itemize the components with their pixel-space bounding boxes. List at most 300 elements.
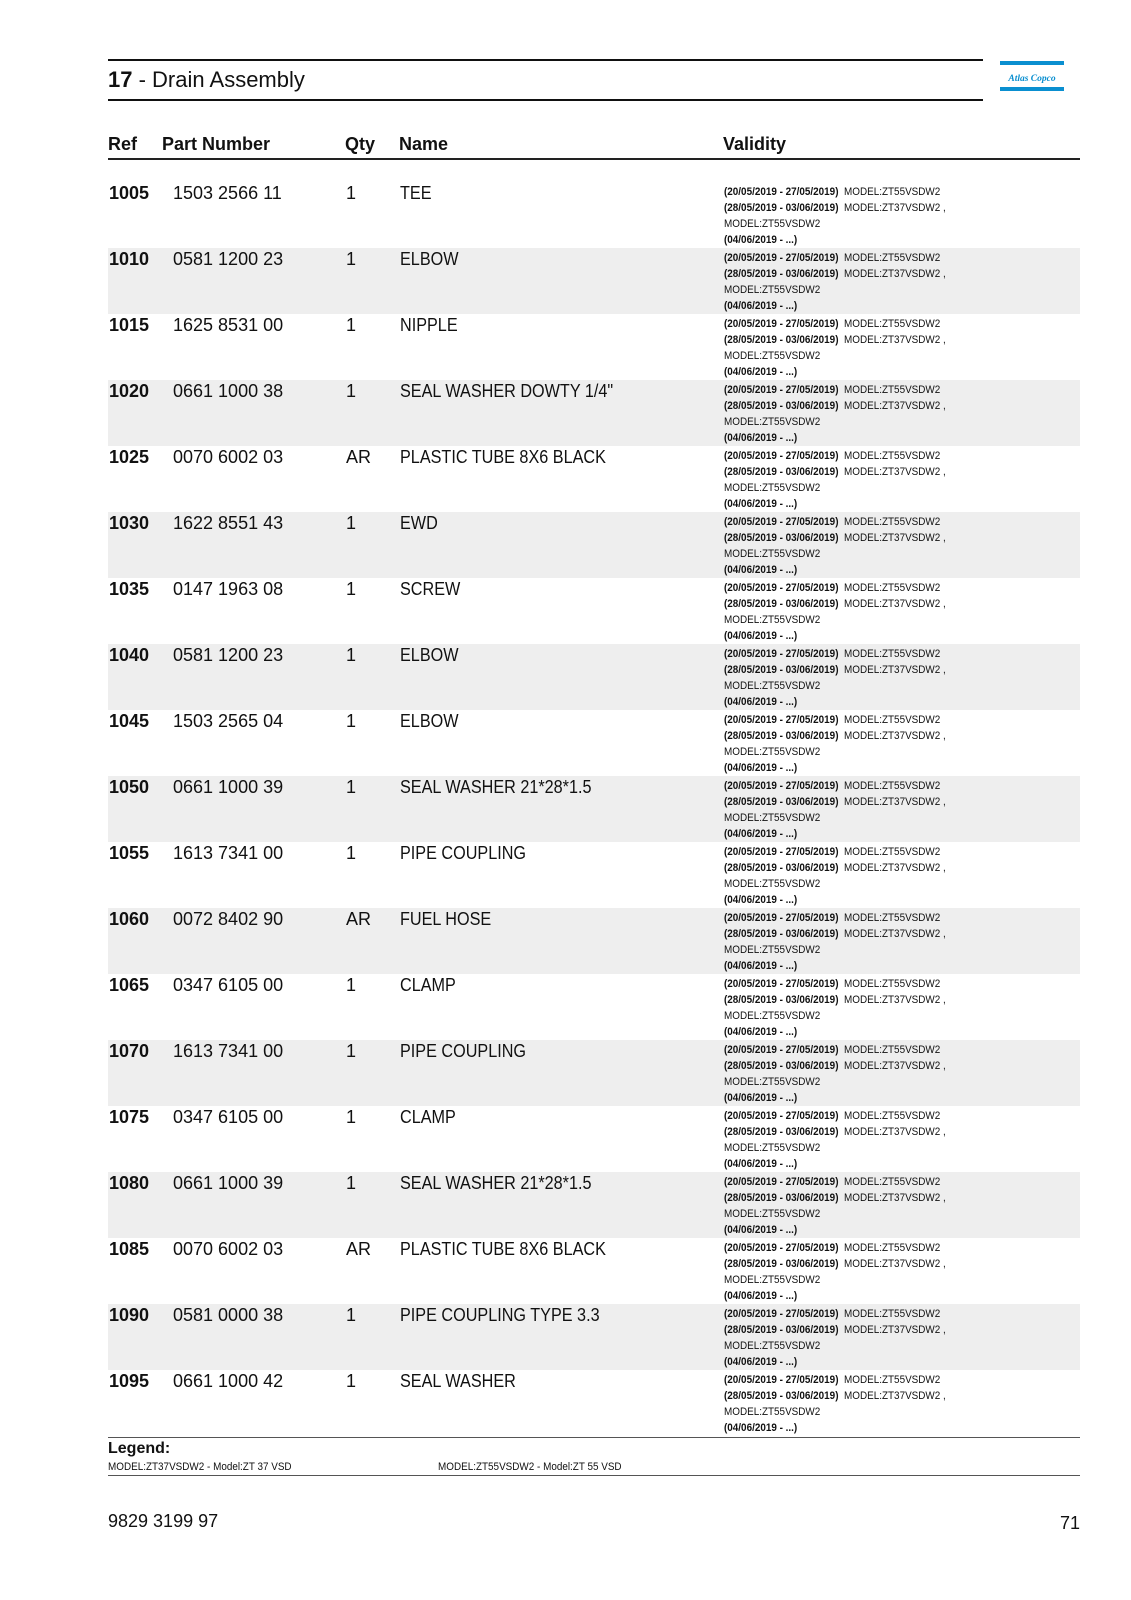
table-row bbox=[108, 380, 1080, 446]
validity-line bbox=[724, 430, 946, 446]
validity-cell bbox=[724, 778, 946, 842]
validity-date: (20/05/2019 - 27/05/2019) bbox=[724, 582, 839, 594]
ref-cell: 1080 bbox=[109, 1173, 150, 1193]
validity-line bbox=[724, 778, 946, 794]
name-cell: PLASTIC TUBE 8X6 BLACK bbox=[400, 447, 606, 467]
validity-model: MODEL:ZT55VSDW2 bbox=[724, 812, 821, 824]
validity-line bbox=[724, 316, 946, 332]
validity-date: (20/05/2019 - 27/05/2019) bbox=[724, 912, 839, 924]
validity-line bbox=[724, 200, 946, 216]
validity-date: (04/06/2019 - ...) bbox=[724, 1158, 798, 1170]
ref-cell: 1065 bbox=[109, 975, 150, 995]
validity-date: (28/05/2019 - 03/06/2019) bbox=[724, 466, 839, 478]
validity-line bbox=[724, 480, 946, 496]
part-number-cell: 0147 1963 08 bbox=[173, 579, 284, 599]
validity-model: MODEL:ZT37VSDW2 , bbox=[844, 1192, 946, 1204]
validity-cell bbox=[724, 976, 946, 1040]
qty-cell: 1 bbox=[346, 843, 357, 863]
validity-line bbox=[724, 1206, 946, 1222]
validity-date: (28/05/2019 - 03/06/2019) bbox=[724, 862, 839, 874]
validity-date: (28/05/2019 - 03/06/2019) bbox=[724, 1060, 839, 1072]
validity-line bbox=[724, 1140, 946, 1156]
validity-model: MODEL:ZT37VSDW2 , bbox=[844, 796, 946, 808]
validity-model: MODEL:ZT37VSDW2 , bbox=[844, 202, 946, 214]
validity-line bbox=[724, 348, 946, 364]
validity-model: MODEL:ZT55VSDW2 bbox=[724, 416, 821, 428]
name-cell: TEE bbox=[400, 183, 432, 203]
col-validity: Validity bbox=[723, 134, 787, 154]
validity-line bbox=[724, 1420, 946, 1436]
validity-line bbox=[724, 1074, 946, 1090]
legend-title: Legend: bbox=[108, 1440, 171, 1457]
validity-line bbox=[724, 860, 946, 876]
validity-model: MODEL:ZT55VSDW2 bbox=[844, 516, 941, 528]
ref-cell: 1015 bbox=[109, 315, 150, 335]
name-cell: PIPE COUPLING bbox=[400, 1041, 527, 1061]
validity-model: MODEL:ZT55VSDW2 bbox=[724, 614, 821, 626]
validity-line bbox=[724, 1288, 946, 1304]
qty-cell: 1 bbox=[346, 975, 357, 995]
validity-date: (28/05/2019 - 03/06/2019) bbox=[724, 1126, 839, 1138]
validity-model: MODEL:ZT55VSDW2 bbox=[724, 482, 821, 494]
validity-model: MODEL:ZT37VSDW2 , bbox=[844, 466, 946, 478]
validity-date: (04/06/2019 - ...) bbox=[724, 630, 798, 642]
name-cell: FUEL HOSE bbox=[400, 909, 492, 929]
validity-model: MODEL:ZT55VSDW2 bbox=[724, 1340, 821, 1352]
validity-line bbox=[724, 464, 946, 480]
validity-line bbox=[724, 1372, 946, 1388]
validity-line bbox=[724, 646, 946, 662]
validity-cell bbox=[724, 316, 946, 380]
validity-line bbox=[724, 580, 946, 596]
validity-model: MODEL:ZT37VSDW2 , bbox=[844, 664, 946, 676]
qty-cell: 1 bbox=[346, 579, 357, 599]
parts-table bbox=[108, 182, 1080, 1436]
col-name: Name bbox=[399, 134, 449, 154]
ref-cell: 1095 bbox=[109, 1371, 150, 1391]
logo-text: Atlas Copco bbox=[1008, 74, 1056, 84]
validity-model: MODEL:ZT55VSDW2 bbox=[844, 978, 941, 990]
part-number-cell: 1503 2565 04 bbox=[173, 711, 284, 731]
validity-date: (04/06/2019 - ...) bbox=[724, 960, 798, 972]
validity-cell bbox=[724, 184, 946, 248]
validity-date: (04/06/2019 - ...) bbox=[724, 564, 798, 576]
table-row bbox=[108, 644, 1080, 710]
validity-date: (20/05/2019 - 27/05/2019) bbox=[724, 978, 839, 990]
part-number-cell: 0072 8402 90 bbox=[173, 909, 284, 929]
ref-cell: 1070 bbox=[109, 1041, 150, 1061]
validity-model: MODEL:ZT55VSDW2 bbox=[844, 1176, 941, 1188]
validity-line bbox=[724, 992, 946, 1008]
validity-line bbox=[724, 216, 946, 232]
ref-cell: 1025 bbox=[109, 447, 150, 467]
table-row bbox=[108, 908, 1080, 974]
validity-line bbox=[724, 1222, 946, 1238]
validity-date: (20/05/2019 - 27/05/2019) bbox=[724, 252, 839, 264]
validity-model: MODEL:ZT37VSDW2 , bbox=[844, 1258, 946, 1270]
table-row bbox=[108, 248, 1080, 314]
validity-date: (20/05/2019 - 27/05/2019) bbox=[724, 1044, 839, 1056]
table-row bbox=[108, 1106, 1080, 1172]
validity-date: (28/05/2019 - 03/06/2019) bbox=[724, 730, 839, 742]
validity-line bbox=[724, 364, 946, 380]
section-separator: - bbox=[132, 67, 153, 92]
validity-model: MODEL:ZT55VSDW2 bbox=[844, 186, 941, 198]
validity-date: (20/05/2019 - 27/05/2019) bbox=[724, 318, 839, 330]
table-row bbox=[108, 578, 1080, 644]
validity-date: (28/05/2019 - 03/06/2019) bbox=[724, 598, 839, 610]
validity-date: (20/05/2019 - 27/05/2019) bbox=[724, 384, 839, 396]
validity-model: MODEL:ZT55VSDW2 bbox=[844, 1044, 941, 1056]
validity-cell bbox=[724, 1240, 946, 1304]
table-row bbox=[108, 974, 1080, 1040]
table-row bbox=[108, 1304, 1080, 1370]
validity-line bbox=[724, 744, 946, 760]
table-row bbox=[108, 1040, 1080, 1106]
validity-date: (20/05/2019 - 27/05/2019) bbox=[724, 846, 839, 858]
header-bottom-rule bbox=[108, 99, 983, 101]
validity-date: (28/05/2019 - 03/06/2019) bbox=[724, 202, 839, 214]
section-title-text: Drain Assembly bbox=[152, 67, 305, 92]
validity-model: MODEL:ZT37VSDW2 , bbox=[844, 334, 946, 346]
part-number-cell: 1613 7341 00 bbox=[173, 1041, 284, 1061]
part-number-cell: 0661 1000 38 bbox=[173, 381, 284, 401]
validity-date: (04/06/2019 - ...) bbox=[724, 234, 798, 246]
validity-model: MODEL:ZT55VSDW2 bbox=[724, 1208, 821, 1220]
name-cell: ELBOW bbox=[400, 645, 459, 665]
validity-model: MODEL:ZT55VSDW2 bbox=[844, 252, 941, 264]
table-header bbox=[108, 132, 1080, 160]
part-number-cell: 1625 8531 00 bbox=[173, 315, 284, 335]
name-cell: ELBOW bbox=[400, 711, 459, 731]
validity-date: (28/05/2019 - 03/06/2019) bbox=[724, 1390, 839, 1402]
validity-date: (04/06/2019 - ...) bbox=[724, 762, 798, 774]
part-number-cell: 0581 1200 23 bbox=[173, 645, 284, 665]
validity-model: MODEL:ZT37VSDW2 , bbox=[844, 862, 946, 874]
validity-line bbox=[724, 694, 946, 710]
validity-model: MODEL:ZT55VSDW2 bbox=[724, 1406, 821, 1418]
validity-line bbox=[724, 712, 946, 728]
validity-model: MODEL:ZT37VSDW2 , bbox=[844, 730, 946, 742]
name-cell: NIPPLE bbox=[400, 315, 458, 335]
validity-line bbox=[724, 826, 946, 842]
validity-line bbox=[724, 1042, 946, 1058]
qty-cell: AR bbox=[346, 447, 372, 467]
part-number-cell: 0661 1000 39 bbox=[173, 1173, 284, 1193]
validity-line bbox=[724, 1338, 946, 1354]
validity-date: (20/05/2019 - 27/05/2019) bbox=[724, 450, 839, 462]
ref-cell: 1030 bbox=[109, 513, 150, 533]
table-row bbox=[108, 710, 1080, 776]
validity-line bbox=[724, 1354, 946, 1370]
validity-model: MODEL:ZT55VSDW2 bbox=[844, 648, 941, 660]
validity-model: MODEL:ZT55VSDW2 bbox=[844, 1374, 941, 1386]
qty-cell: 1 bbox=[346, 645, 357, 665]
ref-cell: 1020 bbox=[109, 381, 150, 401]
validity-line bbox=[724, 892, 946, 908]
qty-cell: 1 bbox=[346, 381, 357, 401]
validity-date: (04/06/2019 - ...) bbox=[724, 894, 798, 906]
col-part-number: Part Number bbox=[162, 134, 271, 154]
validity-model: MODEL:ZT55VSDW2 bbox=[844, 780, 941, 792]
validity-line bbox=[724, 332, 946, 348]
validity-line bbox=[724, 1322, 946, 1338]
validity-model: MODEL:ZT55VSDW2 bbox=[724, 1076, 821, 1088]
validity-model: MODEL:ZT55VSDW2 bbox=[844, 846, 941, 858]
validity-line bbox=[724, 910, 946, 926]
validity-model: MODEL:ZT55VSDW2 bbox=[724, 1142, 821, 1154]
validity-date: (28/05/2019 - 03/06/2019) bbox=[724, 928, 839, 940]
name-cell: SEAL WASHER bbox=[400, 1371, 516, 1391]
ref-cell: 1060 bbox=[109, 909, 150, 929]
page-number: 71 bbox=[1059, 1513, 1080, 1533]
ref-cell: 1035 bbox=[109, 579, 150, 599]
page-title bbox=[108, 65, 305, 95]
validity-cell bbox=[724, 646, 946, 710]
validity-cell bbox=[724, 1108, 946, 1172]
validity-line bbox=[724, 942, 946, 958]
qty-cell: 1 bbox=[346, 183, 357, 203]
section-number: 17 bbox=[108, 67, 133, 92]
col-ref: Ref bbox=[108, 134, 138, 154]
qty-cell: AR bbox=[346, 909, 372, 929]
validity-line bbox=[724, 794, 946, 810]
qty-cell: 1 bbox=[346, 1305, 357, 1325]
validity-model: MODEL:ZT55VSDW2 bbox=[724, 1010, 821, 1022]
validity-model: MODEL:ZT55VSDW2 bbox=[724, 878, 821, 890]
validity-date: (28/05/2019 - 03/06/2019) bbox=[724, 532, 839, 544]
validity-date: (20/05/2019 - 27/05/2019) bbox=[724, 714, 839, 726]
validity-line bbox=[724, 1404, 946, 1420]
validity-cell bbox=[724, 1042, 946, 1106]
name-cell: CLAMP bbox=[400, 975, 456, 995]
qty-cell: 1 bbox=[346, 1173, 357, 1193]
validity-line bbox=[724, 562, 946, 578]
validity-line bbox=[724, 628, 946, 644]
validity-model: MODEL:ZT55VSDW2 bbox=[724, 680, 821, 692]
qty-cell: 1 bbox=[346, 1107, 357, 1127]
validity-model: MODEL:ZT37VSDW2 , bbox=[844, 1060, 946, 1072]
name-cell: PLASTIC TUBE 8X6 BLACK bbox=[400, 1239, 606, 1259]
validity-line bbox=[724, 926, 946, 942]
validity-date: (20/05/2019 - 27/05/2019) bbox=[724, 1374, 839, 1386]
name-cell: ELBOW bbox=[400, 249, 459, 269]
part-number-cell: 0661 1000 39 bbox=[173, 777, 284, 797]
validity-model: MODEL:ZT55VSDW2 bbox=[844, 1308, 941, 1320]
validity-date: (20/05/2019 - 27/05/2019) bbox=[724, 1176, 839, 1188]
validity-cell bbox=[724, 712, 946, 776]
validity-line bbox=[724, 810, 946, 826]
validity-cell bbox=[724, 382, 946, 446]
col-qty: Qty bbox=[345, 134, 376, 154]
validity-date: (04/06/2019 - ...) bbox=[724, 1092, 798, 1104]
validity-line bbox=[724, 1024, 946, 1040]
validity-line bbox=[724, 1124, 946, 1140]
validity-date: (04/06/2019 - ...) bbox=[724, 1026, 798, 1038]
name-cell: SCREW bbox=[400, 579, 461, 599]
part-number-cell: 1613 7341 00 bbox=[173, 843, 284, 863]
validity-line bbox=[724, 612, 946, 628]
part-number-cell: 0070 6002 03 bbox=[173, 447, 284, 467]
validity-line bbox=[724, 250, 946, 266]
validity-line bbox=[724, 398, 946, 414]
validity-date: (28/05/2019 - 03/06/2019) bbox=[724, 664, 839, 676]
validity-line bbox=[724, 760, 946, 776]
validity-line bbox=[724, 1108, 946, 1124]
validity-line bbox=[724, 266, 946, 282]
validity-date: (28/05/2019 - 03/06/2019) bbox=[724, 400, 839, 412]
validity-model: MODEL:ZT37VSDW2 , bbox=[844, 268, 946, 280]
validity-line bbox=[724, 530, 946, 546]
validity-line bbox=[724, 876, 946, 892]
qty-cell: 1 bbox=[346, 1371, 357, 1391]
table-row bbox=[108, 842, 1080, 908]
ref-cell: 1050 bbox=[109, 777, 150, 797]
validity-line bbox=[724, 1272, 946, 1288]
part-number-cell: 0070 6002 03 bbox=[173, 1239, 284, 1259]
validity-line bbox=[724, 232, 946, 248]
validity-line bbox=[724, 414, 946, 430]
validity-date: (04/06/2019 - ...) bbox=[724, 366, 798, 378]
validity-model: MODEL:ZT37VSDW2 , bbox=[844, 1390, 946, 1402]
validity-line bbox=[724, 1240, 946, 1256]
validity-model: MODEL:ZT55VSDW2 bbox=[724, 284, 821, 296]
ref-cell: 1005 bbox=[109, 183, 150, 203]
name-cell: SEAL WASHER 21*28*1.5 bbox=[400, 777, 592, 797]
ref-cell: 1075 bbox=[109, 1107, 150, 1127]
validity-cell bbox=[724, 514, 946, 578]
validity-date: (28/05/2019 - 03/06/2019) bbox=[724, 1192, 839, 1204]
validity-model: MODEL:ZT55VSDW2 bbox=[724, 746, 821, 758]
validity-date: (28/05/2019 - 03/06/2019) bbox=[724, 994, 839, 1006]
validity-model: MODEL:ZT55VSDW2 bbox=[844, 1242, 941, 1254]
validity-model: MODEL:ZT37VSDW2 , bbox=[844, 598, 946, 610]
part-number-cell: 0581 0000 38 bbox=[173, 1305, 284, 1325]
name-cell: PIPE COUPLING TYPE 3.3 bbox=[400, 1305, 600, 1325]
atlas-copco-logo bbox=[1000, 61, 1064, 93]
name-cell: SEAL WASHER 21*28*1.5 bbox=[400, 1173, 592, 1193]
table-row bbox=[108, 182, 1080, 248]
validity-date: (04/06/2019 - ...) bbox=[724, 1422, 798, 1434]
validity-line bbox=[724, 546, 946, 562]
validity-line bbox=[724, 382, 946, 398]
validity-model: MODEL:ZT37VSDW2 , bbox=[844, 1324, 946, 1336]
validity-date: (20/05/2019 - 27/05/2019) bbox=[724, 780, 839, 792]
validity-model: MODEL:ZT55VSDW2 bbox=[844, 912, 941, 924]
part-number-cell: 0661 1000 42 bbox=[173, 1371, 284, 1391]
validity-cell bbox=[724, 250, 946, 314]
validity-date: (20/05/2019 - 27/05/2019) bbox=[724, 648, 839, 660]
validity-line bbox=[724, 282, 946, 298]
name-cell: EWD bbox=[400, 513, 438, 533]
validity-line bbox=[724, 1058, 946, 1074]
validity-model: MODEL:ZT55VSDW2 bbox=[844, 1110, 941, 1122]
table-row bbox=[108, 776, 1080, 842]
validity-line bbox=[724, 662, 946, 678]
validity-date: (04/06/2019 - ...) bbox=[724, 432, 798, 444]
validity-date: (28/05/2019 - 03/06/2019) bbox=[724, 796, 839, 808]
validity-line bbox=[724, 1306, 946, 1322]
validity-model: MODEL:ZT37VSDW2 , bbox=[844, 400, 946, 412]
validity-date: (04/06/2019 - ...) bbox=[724, 1356, 798, 1368]
ref-cell: 1055 bbox=[109, 843, 150, 863]
validity-date: (20/05/2019 - 27/05/2019) bbox=[724, 516, 839, 528]
qty-cell: 1 bbox=[346, 1041, 357, 1061]
validity-line bbox=[724, 1156, 946, 1172]
ref-cell: 1090 bbox=[109, 1305, 150, 1325]
table-row bbox=[108, 512, 1080, 578]
legend-item-zt55: MODEL:ZT55VSDW2 - Model:ZT 55 VSD bbox=[438, 1461, 622, 1473]
validity-line bbox=[724, 496, 946, 512]
validity-date: (20/05/2019 - 27/05/2019) bbox=[724, 186, 839, 198]
qty-cell: AR bbox=[346, 1239, 372, 1259]
ref-cell: 1010 bbox=[109, 249, 150, 269]
validity-date: (04/06/2019 - ...) bbox=[724, 300, 798, 312]
validity-cell bbox=[724, 1306, 946, 1370]
validity-model: MODEL:ZT55VSDW2 bbox=[844, 582, 941, 594]
validity-model: MODEL:ZT37VSDW2 , bbox=[844, 1126, 946, 1138]
validity-model: MODEL:ZT55VSDW2 bbox=[724, 944, 821, 956]
validity-line bbox=[724, 1256, 946, 1272]
validity-cell bbox=[724, 910, 946, 974]
legend-rule-bottom bbox=[108, 1475, 1080, 1476]
validity-model: MODEL:ZT55VSDW2 bbox=[724, 218, 821, 230]
part-number-cell: 0347 6105 00 bbox=[173, 975, 284, 995]
document-number: 9829 3199 97 bbox=[108, 1511, 219, 1531]
validity-line bbox=[724, 298, 946, 314]
validity-model: MODEL:ZT37VSDW2 , bbox=[844, 532, 946, 544]
name-cell: PIPE COUPLING bbox=[400, 843, 527, 863]
validity-date: (20/05/2019 - 27/05/2019) bbox=[724, 1242, 839, 1254]
qty-cell: 1 bbox=[346, 777, 357, 797]
part-number-cell: 0347 6105 00 bbox=[173, 1107, 284, 1127]
ref-cell: 1045 bbox=[109, 711, 150, 731]
validity-line bbox=[724, 958, 946, 974]
validity-cell bbox=[724, 1174, 946, 1238]
validity-line bbox=[724, 1388, 946, 1404]
validity-model: MODEL:ZT55VSDW2 bbox=[844, 318, 941, 330]
validity-line bbox=[724, 1008, 946, 1024]
validity-date: (04/06/2019 - ...) bbox=[724, 828, 798, 840]
validity-model: MODEL:ZT55VSDW2 bbox=[724, 548, 821, 560]
validity-cell bbox=[724, 580, 946, 644]
validity-date: (04/06/2019 - ...) bbox=[724, 696, 798, 708]
table-row bbox=[108, 1370, 1080, 1436]
validity-date: (28/05/2019 - 03/06/2019) bbox=[724, 334, 839, 346]
validity-line bbox=[724, 184, 946, 200]
legend-rule-top bbox=[108, 1437, 1080, 1438]
validity-date: (28/05/2019 - 03/06/2019) bbox=[724, 1324, 839, 1336]
legend-item-zt37: MODEL:ZT37VSDW2 - Model:ZT 37 VSD bbox=[108, 1461, 292, 1473]
validity-model: MODEL:ZT55VSDW2 bbox=[844, 450, 941, 462]
validity-date: (20/05/2019 - 27/05/2019) bbox=[724, 1308, 839, 1320]
validity-line bbox=[724, 596, 946, 612]
part-number-cell: 1622 8551 43 bbox=[173, 513, 284, 533]
validity-line bbox=[724, 728, 946, 744]
validity-model: MODEL:ZT55VSDW2 bbox=[844, 714, 941, 726]
validity-model: MODEL:ZT55VSDW2 bbox=[724, 1274, 821, 1286]
validity-model: MODEL:ZT37VSDW2 , bbox=[844, 928, 946, 940]
validity-date: (04/06/2019 - ...) bbox=[724, 1224, 798, 1236]
qty-cell: 1 bbox=[346, 315, 357, 335]
name-cell: SEAL WASHER DOWTY 1/4" bbox=[400, 381, 614, 401]
validity-date: (28/05/2019 - 03/06/2019) bbox=[724, 1258, 839, 1270]
validity-model: MODEL:ZT37VSDW2 , bbox=[844, 994, 946, 1006]
qty-cell: 1 bbox=[346, 249, 357, 269]
part-number-cell: 0581 1200 23 bbox=[173, 249, 284, 269]
validity-cell bbox=[724, 844, 946, 908]
validity-date: (04/06/2019 - ...) bbox=[724, 498, 798, 510]
